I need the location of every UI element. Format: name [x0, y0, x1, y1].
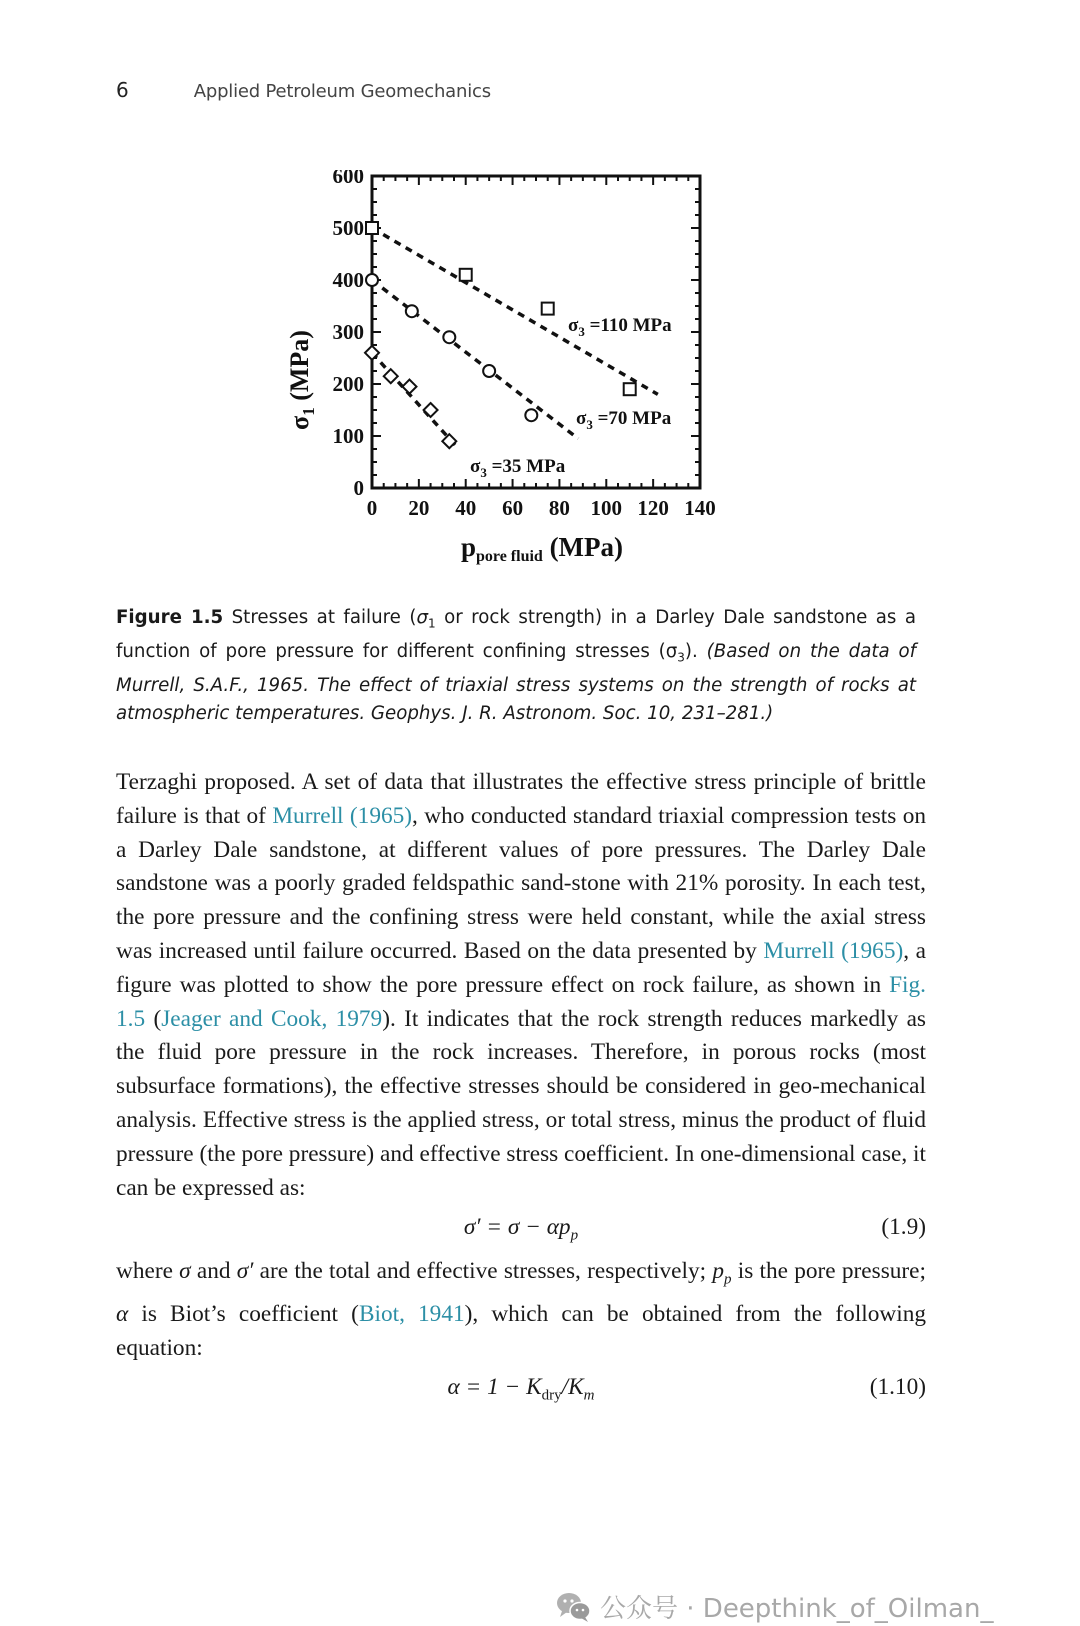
watermark: [556, 1588, 993, 1625]
y-axis-label: $\sigma_1$ (MPa): [285, 330, 318, 430]
square-marker: [366, 222, 378, 234]
y-tick-label: 100: [332, 424, 364, 448]
square-marker: [542, 303, 554, 315]
watermark-text: 公众号 · Deepthink_of_Oilman_: [600, 1594, 994, 1624]
citation-link-biot[interactable]: Biot, 1941: [358, 1300, 465, 1327]
y-tick-label: 200: [332, 372, 364, 396]
y-tick-label: 600: [332, 170, 364, 188]
equation-1-10: $\alpha = 1 - K_{dry}/K_m$ (1.10): [116, 1365, 926, 1415]
citation-link-jeager-cook[interactable]: Jeager and Cook, 1979: [161, 1005, 383, 1032]
y-tick-label: 400: [332, 268, 364, 292]
y-tick-label: 0: [353, 476, 364, 500]
x-axis-label: ppore fluid (MPa): [460, 532, 624, 565]
figure-caption: Figure 1.5 Stresses at failure ($\sigma_1$ or rock strength) in a Darley Dale sandstone as a function of pore pressure for different confining stresses $(\sigma_3)$. (Based on the data of Murrell, S.A.F., 1965. The effect of triaxial stress systems on the strength of rocks at atmospheric temperatures. Geophys. J. R. Astronom. Soc. 10, 231–281.): [116, 607, 916, 724]
equation-1-9: $\sigma' = \sigma - \alpha p_p$ (1.9): [116, 1205, 926, 1255]
equation-number: (1.9): [881, 1214, 926, 1241]
page-number: 6: [116, 78, 129, 102]
citation-link-murrell-1[interactable]: Murrell (1965): [272, 802, 413, 829]
running-header: [116, 78, 491, 102]
paragraph-2: where σ and σ′ are the total and effective stresses, respectively; $p_p$ is the pore pressure; α is Biot’s coefficient (Biot, 1941), which can be obtained from the following equation:: [116, 1258, 927, 1361]
x-tick-label: 40: [455, 496, 477, 520]
figure-link-1-5[interactable]: Fig. 1.5: [116, 971, 926, 1032]
series-label-70: $\sigma_3 =70$ MPa: [576, 408, 672, 432]
x-tick-label: 0: [366, 496, 378, 520]
square-marker: [624, 383, 636, 395]
y-tick-label: 500: [332, 216, 364, 240]
diamond-marker: [442, 434, 456, 448]
circle-marker: [525, 409, 537, 421]
circle-marker: [366, 274, 378, 286]
diamond-marker: [402, 380, 416, 394]
series-label-35: $\sigma_3 =35$ MPa: [470, 456, 566, 480]
circle-marker: [483, 365, 495, 377]
scatter-plot: [280, 170, 750, 600]
body-text: [116, 766, 926, 1415]
series-label-110: $\sigma_3 =110$ MPa: [568, 315, 672, 339]
citation-link-murrell-2[interactable]: Murrell (1965): [763, 937, 904, 964]
square-marker: [460, 269, 472, 281]
diamond-marker: [384, 369, 398, 383]
x-tick-label: 140: [684, 496, 716, 520]
book-title: Applied Petroleum Geomechanics: [193, 81, 491, 102]
circle-marker: [406, 305, 418, 317]
figure-1-5-chart: [280, 170, 750, 600]
wechat-icon: [556, 1591, 592, 1623]
x-tick-label: 100: [590, 496, 623, 520]
paragraph-1: Terzaghi proposed. A set of data that illustrates the effective stress principle of brittle failure is that of Murrell (1965), who conducted standard triaxial compression tests on a Darley Dale sandstone, at different values of pore pressures. The Darley Dale sandstone was a poorly graded feldspathic sand-stone with 21% porosity. In each test, the pore pressure and the confining stress were held constant, while the axial stress was increased until failure occurred. Based on the data presented by Murrell (1965), a figure was plotted to show the pore pressure effect on rock failure, as shown in Fig. 1.5 (Jeager and Cook, 1979). It indicates that the rock strength reduces markedly as the fluid pore pressure in the rock increases. Therefore, in porous rocks (most subsurface formations), the effective stresses should be considered in geo-mechanical analysis. Effective stress is the applied stress, or total stress, minus the product of fluid pressure (the pore pressure) and effective stress coefficient. In one-dimensional case, it can be expressed as:: [116, 769, 927, 1201]
trend-line: [372, 353, 459, 449]
equation-number: (1.10): [869, 1374, 926, 1401]
caption-source: (Based on the data of Murrell, S.A.F., 1965. The effect of triaxial stress systems on the strength of rocks at atmospheric temperatures. Geophys. J. R. Astronom. Soc. 10, 231–281.): [116, 641, 916, 724]
caption-label: Figure 1.5: [116, 607, 224, 628]
x-tick-label: 20: [408, 496, 430, 520]
x-tick-label: 60: [502, 496, 524, 520]
circle-marker: [443, 331, 455, 343]
x-tick-label: 120: [637, 496, 669, 520]
x-tick-label: 80: [548, 496, 570, 520]
y-tick-label: 300: [332, 320, 364, 344]
